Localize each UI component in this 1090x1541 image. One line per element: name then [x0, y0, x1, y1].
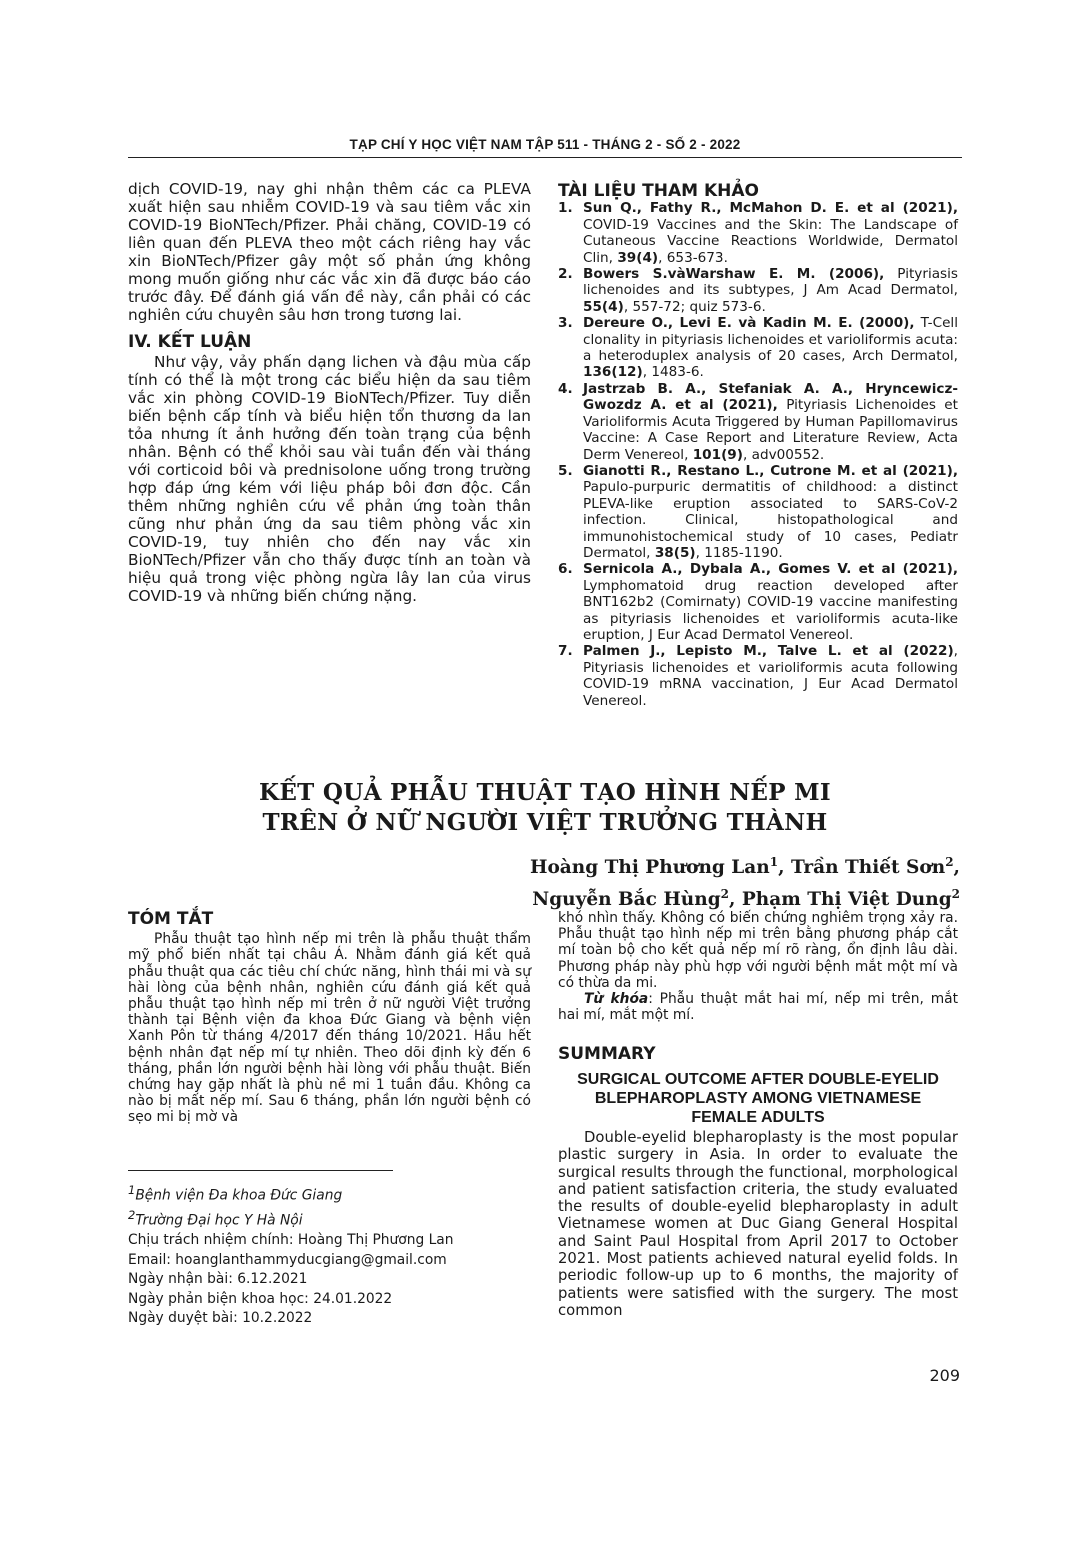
- conclusion-text: Như vậy, vảy phấn dạng lichen và đậu mùa cấp tính có thể là một trong các biểu hiện da sau tiêm vắc xin phòng COVID-19 BioNTech/Pfizer. Tuy diễn biến bệnh cấp tính và biểu hiện tổn thương da lan tỏa nhưng ít ảnh hưởng đến toàn trạng của bệnh nhân. Bệnh có thể khỏi sau vài tuần đến vài tháng với corticoid bôi và prednisolone uống trong trường hợp đáp ứng kém với liệu pháp bôi đơn độc. Cần thêm những nghiên cứu về phản ứng toàn thân cũng như phản ứng da sau tiêm phòng vắc xin COVID-19, tuy nhiên cho đến nay vắc xin BioNTech/Pfizer vẫn cho thấy được tính an toàn và hiệu quả trong việc phòng ngừa lây lan của virus COVID-19 và những biến chứng nặng.: [128, 353, 531, 605]
- affiliation-marker: 1: [769, 855, 779, 869]
- abstract-heading: TÓM TẮT: [128, 909, 214, 929]
- abstract-text: Phẫu thuật tạo hình nếp mi trên là phẫu thuật thẩm mỹ phổ biến nhất tại châu Á. Nhằm đánh giá kết quả phẫu thuật qua các tiêu chí chức năng, hình thái mi và sự hài lòng của bệnh nhân, nghiên cứu đánh giá kết quả phẫu thuật tạo hình nếp mi trên ở nữ người Việt trưởng thành tại Bệnh viện đa khoa Đức Giang và bệnh viện Xanh Pôn từ tháng 4/2017 đến tháng 10/2021. Hầu hết bệnh nhân đạt nếp mí tự nhiên. Theo dõi định kỳ đến 6 tháng, phần lớn người bệnh hài lòng với phẫu thuật. Biến chứng hay gặp nhất là phù nề mi 1 tuần đầu. Không ca nào bị mất nếp mí. Sau 6 tháng, phần lớn người bệnh có sẹo mi bị mờ và: [128, 931, 531, 1126]
- affiliation-marker: 2: [951, 887, 960, 902]
- reference-item: 5. Gianotti R., Restano L., Cutrone M. et al (2021), Papulo-purpuric dermatitis of childhood: a distinct PLEVA-like eruption associated to SARS-CoV-2 infection. Clinical, histopathological and immunohistochemical study of 10 cases, Pediatr Dermatol, 38(5), 1185-1190.: [558, 462, 958, 561]
- author-name: Trần Thiết Sơn: [790, 857, 946, 879]
- author-name: Nguyễn Bắc Hùng: [532, 889, 721, 911]
- discussion-paragraph: dịch COVID-19, nay ghi nhận thêm các ca PLEVA xuất hiện sau nhiễm COVID-19 và sau tiêm vắc xin COVID-19 BioNTech/Pfizer. Phải chăng, COVID-19 có liên quan đến PLEVA theo một cách riêng hay vắc xin BioNTech/Pfizer gây một số phản ứng không mong muốn giống như các vắc xin đã được báo cáo trước đây. Để đánh giá vấn đề này, cần phải có các nghiên cứu chuyên sâu hơn trong tương lai.: [128, 180, 531, 324]
- keywords: Từ khóa: Phẫu thuật mắt hai mí, nếp mi trên, mắt hai mí, mắt một mí.: [558, 991, 958, 1024]
- reference-item: 6. Sernicola A., Dybala A., Gomes V. et al (2021), Lymphomatoid drug reaction developed after BNT162b2 (Comirnaty) COVID-19 vaccine manifesting as pityriasis lichenoides et varioliformis acuta-like eruption, J Eur Acad Dermatol Venereol.: [558, 561, 958, 643]
- reference-list: [558, 200, 958, 709]
- left-column-top: [128, 180, 531, 605]
- page-number: 209: [929, 1366, 960, 1385]
- conclusion-heading: IV. KẾT LUẬN: [128, 332, 252, 352]
- summary-title: SURGICAL OUTCOME AFTER DOUBLE-EYELID BLEPHAROPLASTY AMONG VIETNAMESE FEMALE ADULTS: [577, 1071, 939, 1126]
- corresponding-author: Chịu trách nhiệm chính: Hoàng Thị Phương Lan: [128, 1232, 454, 1249]
- affiliation-marker: 2: [720, 887, 729, 902]
- abstract-vi-right: [558, 910, 958, 1023]
- reviewed-date: Ngày phản biện khoa học: 24.01.2022: [128, 1290, 393, 1307]
- received-date: Ngày nhận bài: 6.12.2021: [128, 1271, 308, 1288]
- summary-heading: SUMMARY: [558, 1044, 656, 1064]
- email: Email: hoanglanthammyducgiang@gmail.com: [128, 1251, 447, 1268]
- affiliation-1: Bệnh viện Đa khoa Đức Giang: [135, 1187, 343, 1204]
- reference-item: 1. Sun Q., Fathy R., McMahon D. E. et al (2021), COVID-19 Vaccines and the Skin: The Landscape of Cutaneous Vaccine Reactions Worldwide, Dermatol Clin, 39(4), 653-673.: [558, 200, 958, 266]
- footnote-rule: [128, 1170, 393, 1171]
- footnotes: $^1$Bệnh viện Đa khoa Đức Giang $^2$Trường Đại học Y Hà Nội Chịu trách nhiệm chính: Hoàng Thị Phương Lan Email: hoanglanthammyducgiang@gmail.com Ngày nhận bài: 6.12.2021 Ngày phản biện khoa học: 24.01.2022 Ngày duyệt bài: 10.2.2022: [128, 1181, 531, 1329]
- header-rule: [128, 157, 962, 158]
- reference-item: 4. Jastrzab B. A., Stefaniak A. A., Hryncewicz-Gwozdz A. et al (2021), Pityriasis Lichenoides et Varioliformis Acuta Triggered by Human Papillomavirus Vaccine: A Case Report and Literature Review, Acta Derm Venereol, 101(9), adv00552.: [558, 380, 959, 463]
- accepted-date: Ngày duyệt bài: 10.2.2022: [128, 1310, 313, 1327]
- references-section: [558, 183, 958, 709]
- affiliation-2: Trường Đại học Y Hà Nội: [135, 1212, 303, 1229]
- reference-item: 2. Bowers S.vàWarshaw E. M. (2006), Pityriasis lichenoides and its subtypes, J Am Acad Dermatol, 55(4), 557-72; quiz 573-6.: [558, 266, 958, 315]
- article-title: [128, 778, 962, 838]
- reference-item: 3. Dereure O., Levi E. và Kadin M. E. (2000), T-Cell clonality in pityriasis lichenoides et varioliformis acuta: a heteroduplex analysis of 20 cases, Arch Dermatol, 136(12), 1483-6.: [558, 315, 958, 381]
- author-name: Hoàng Thị Phương Lan: [529, 857, 770, 879]
- reference-item: 7. Palmen J., Lepisto M., Talve L. et al (2022), Pityriasis lichenoides et varioliformis acuta following COVID-19 mRNA vaccination, J Eur Acad Dermatol Venereol.: [558, 643, 958, 709]
- abstract-vi-left: [128, 911, 531, 1126]
- summary-section: [558, 1044, 958, 1319]
- author-name: Phạm Thị Việt Dung: [741, 889, 952, 911]
- article-title-line2: TRÊN Ở NỮ NGƯỜI VIỆT TRƯỞNG THÀNH: [262, 809, 828, 836]
- abstract-text-continued: khó nhìn thấy. Không có biến chứng nghiêm trọng xảy ra. Phẫu thuật tạo hình nếp mi trên bằng phương pháp cắt mí toàn bộ cho kết quả nếp mí rõ ràng, ổn định lâu dài. Phương pháp này phù hợp với người bệnh mắt một mí và có thừa da mi.: [558, 910, 958, 991]
- summary-text: Double-eyelid blepharoplasty is the most popular plastic surgery in Asia. In order to evaluate the surgical results through the functional, morphological and patient satisfaction criteria, the study evaluated the results of double-eyelid blepharoplasty in adult Vietnamese women at Duc Giang General Hospital and Saint Paul Hospital from April 2017 to October 2021. Most patients achieved natural eyelid folds. In periodic follow-up up to 6 months, the majority of patients were satisfied with the surgery. The most common: [558, 1129, 958, 1319]
- references-heading: TÀI LIỆU THAM KHẢO: [558, 181, 759, 201]
- journal-header: TẠP CHÍ Y HỌC VIỆT NAM TẬP 511 - THÁNG 2 - SỐ 2 - 2022: [349, 137, 741, 152]
- article-title-line1: KẾT QUẢ PHẪU THUẬT TẠO HÌNH NẾP MI: [259, 779, 831, 806]
- affiliation-marker: 2: [945, 855, 954, 869]
- author-list: Hoàng Thị Phương Lan$^1$, Trần Thiết Sơn$^2$, Nguyễn Bắc Hùng$^2$, Phạm Thị Việt Dung$^2$: [529, 855, 960, 911]
